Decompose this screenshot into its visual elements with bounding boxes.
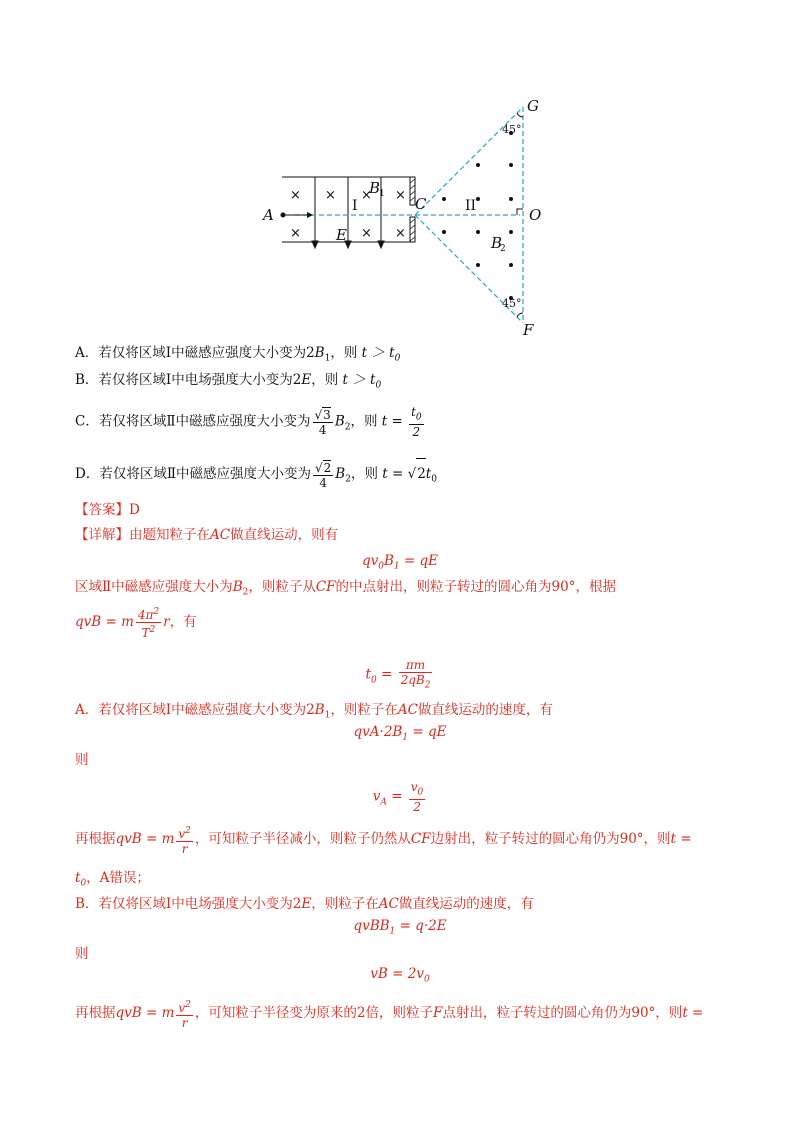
equation-1: $qv_0B_1$ = qE xyxy=(361,553,439,572)
equation-6: qvBB$_1$ = q·2E xyxy=(353,918,447,937)
equation-4: $qvA\cdot 2B_1$ = qE xyxy=(353,724,447,743)
svg-text:×: × xyxy=(290,226,301,241)
detail-intro: 【详解】由题知粒子在AC做直线运动，则有 xyxy=(75,527,339,543)
radius-line-2: 再根据qvB = m $\frac{v^2}{r}$ ，可知粒子半径变为原来的2倍，则粒子F点射出，粒子转过的圆心角仍为90°，则t = xyxy=(75,999,704,1030)
label-region2: II xyxy=(465,198,477,214)
equation-5: $v_A$ = $\frac{v_0}{2}$ xyxy=(372,780,424,815)
part-b-line: B．若仅将区域Ⅰ中电场强度大小变为2E，则粒子在AC做直线运动的速度，有 xyxy=(75,896,534,912)
label-B1-sub: 1 xyxy=(379,189,385,199)
detail-line-2: 区域Ⅱ中磁感应强度大小为$B_2$，则粒子从CF的中点射出，则粒子转过的圆心角为90°，根据 xyxy=(75,579,616,598)
svg-text:×: × xyxy=(325,188,336,203)
angle-arc-bottom xyxy=(517,313,523,317)
label-angle-bottom: 45° xyxy=(502,297,522,310)
option-d: D．若仅将区域Ⅱ中磁感应强度大小变为 $\frac{√2}{4}$ $B_2$，则 $t = √2t_0$ xyxy=(75,458,437,495)
part-a-line: A．若仅将区域Ⅰ中磁感应强度大小变为$2B_1$，则粒子在AC做直线运动的速度，有 xyxy=(75,702,553,721)
then-1: 则 xyxy=(75,752,89,768)
answer-line: 【答案】D xyxy=(75,502,140,518)
svg-text:×: × xyxy=(290,188,301,203)
label-angle-top: 45° xyxy=(502,123,522,136)
label-B2: B xyxy=(491,234,503,252)
option-b: B．若仅将区域Ⅰ中电场强度大小变为2E，则 $t > t_0$ xyxy=(75,372,382,391)
radius-line-1: 再根据qvB = m $\frac{v^2}{r}$ ，可知粒子半径减小，则粒子仍然从CF边射出，粒子转过的圆心角仍为90°，则t = xyxy=(75,825,692,856)
physics-diagram xyxy=(255,95,545,340)
right-angle-mark xyxy=(517,209,523,215)
equation-2: qvB = m $\frac{4\pi^2}{T^2}$ r，有 xyxy=(75,607,197,640)
label-G: G xyxy=(527,97,539,115)
svg-text:×: × xyxy=(395,188,406,203)
equation-3: $t_0$ = $\frac{\pi m}{2qB_2}$ xyxy=(365,658,431,691)
dashed-geometry xyxy=(295,107,523,323)
label-region1: I xyxy=(352,198,358,214)
radius-line-1-cont: $t_0$，A错误； xyxy=(75,870,150,889)
then-2: 则 xyxy=(75,946,89,962)
label-E: E xyxy=(336,226,347,244)
equation-7: vB = $2v_0$ xyxy=(370,966,430,985)
option-c: C．若仅将区域Ⅱ中磁感应强度大小变为 $\frac{√3}{4}$ $B_2$，则 t = $\frac{t_0}{2}$ xyxy=(75,405,422,440)
magnetic-field-dots xyxy=(442,131,513,300)
label-O: O xyxy=(529,206,542,224)
label-C: C xyxy=(415,195,427,213)
svg-text:×: × xyxy=(361,226,372,241)
label-F: F xyxy=(523,321,534,339)
label-B1: B xyxy=(369,179,381,197)
label-B2-sub: 2 xyxy=(500,244,506,254)
label-A: A xyxy=(263,206,274,224)
option-a: A．若仅将区域Ⅰ中磁感应强度大小变为$2B_1$，则 $t > t_0$ xyxy=(75,345,401,364)
svg-text:×: × xyxy=(395,226,406,241)
svg-text:×: × xyxy=(361,188,372,203)
velocity-arrowhead xyxy=(307,212,313,218)
angle-arc-top xyxy=(517,113,523,117)
